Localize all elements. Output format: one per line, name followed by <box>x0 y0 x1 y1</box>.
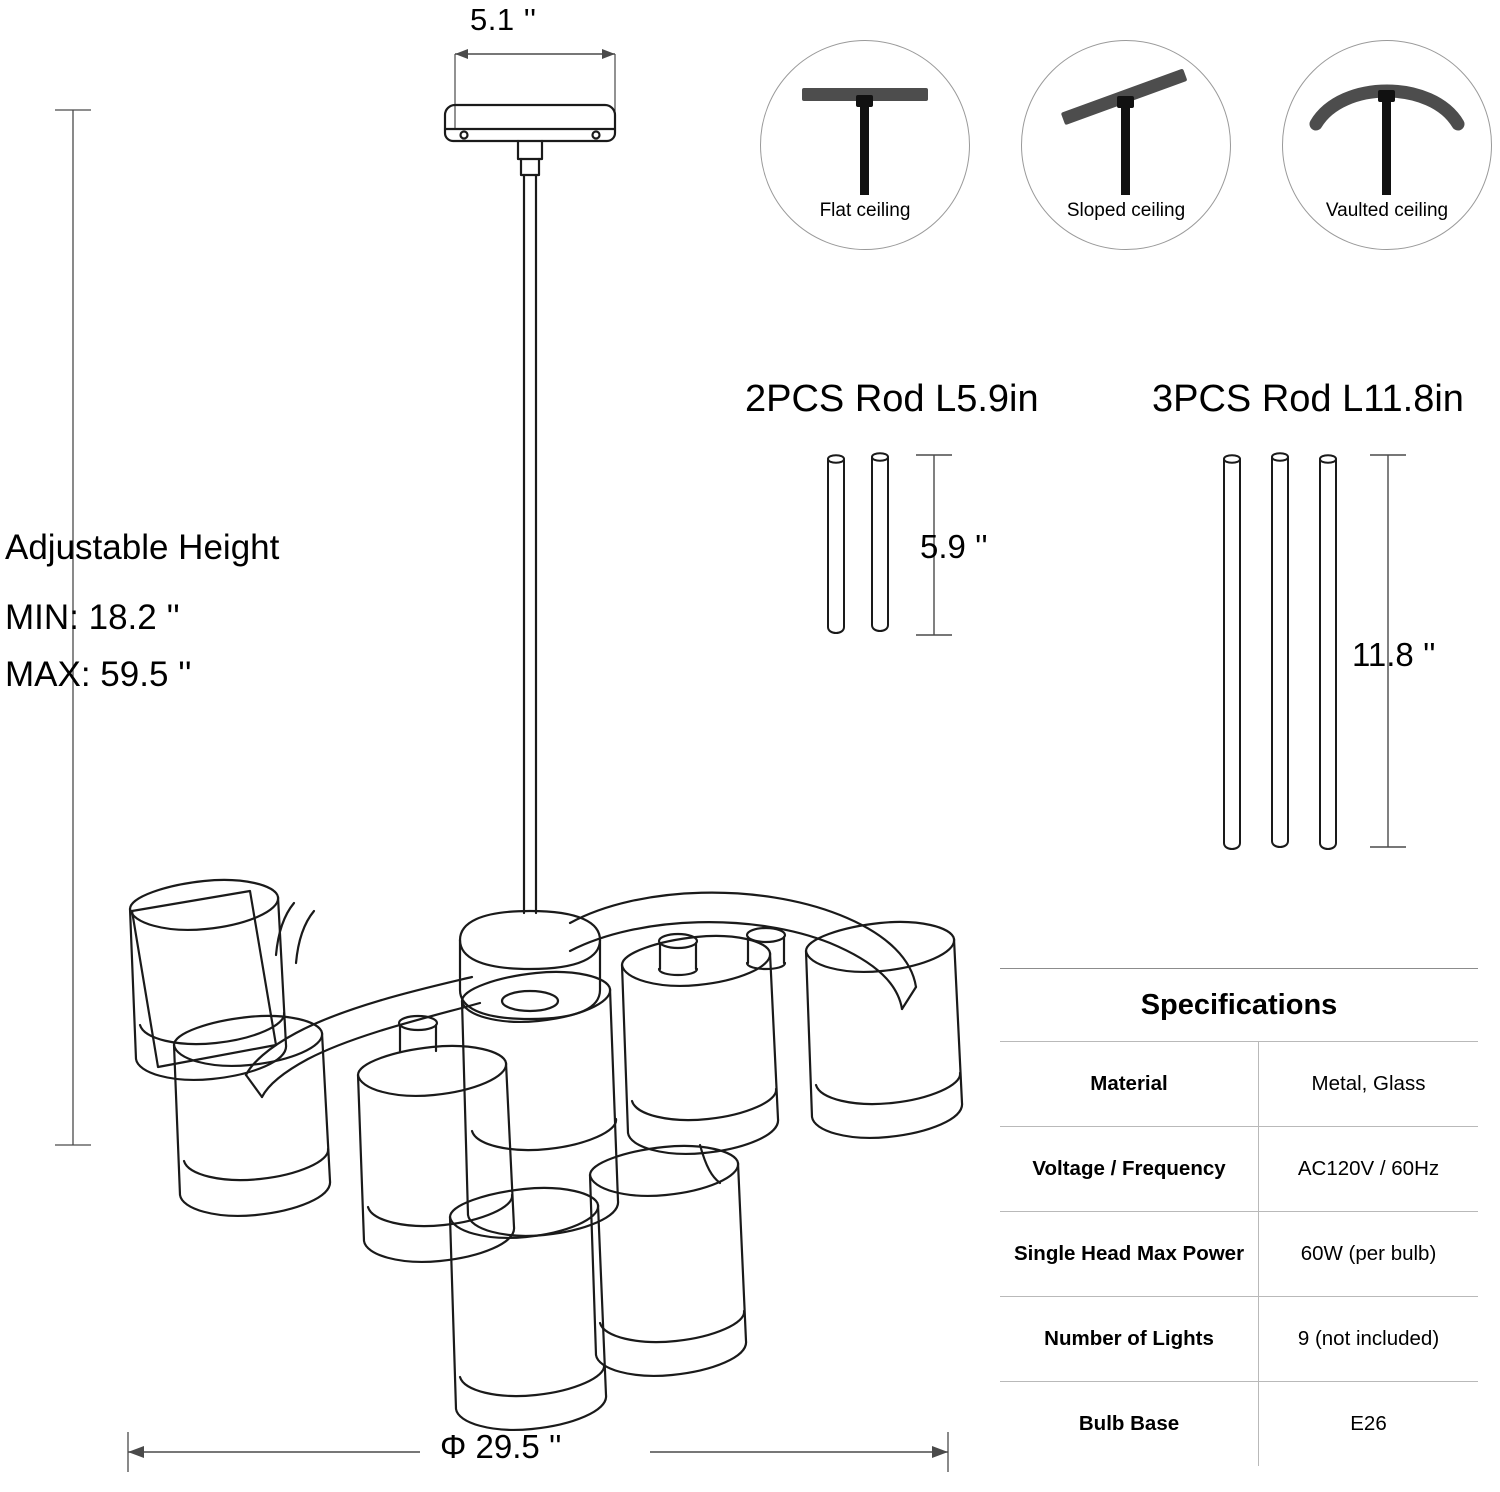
rod-group-1-measure: 5.9 '' <box>920 528 988 565</box>
rod-group-2-measure: 11.8 '' <box>1352 636 1436 673</box>
adjustable-height-min: MIN: 18.2 '' <box>5 598 180 637</box>
spec-key-power: Single Head Max Power <box>1000 1212 1259 1297</box>
specifications-title: Specifications <box>1000 969 1478 1042</box>
spec-key-lights: Number of Lights <box>1000 1297 1259 1382</box>
ceiling-option-sloped <box>1021 40 1231 250</box>
adjustable-height-max: MAX: 59.5 '' <box>5 655 192 694</box>
spec-value-lights: 9 (not included) <box>1259 1297 1479 1382</box>
table-row-title <box>1000 969 1478 1042</box>
table-row <box>1000 1042 1478 1127</box>
spec-key-bulb-base: Bulb Base <box>1000 1382 1259 1467</box>
spec-value-power: 60W (per bulb) <box>1259 1212 1479 1297</box>
spec-value-material: Metal, Glass <box>1259 1042 1479 1127</box>
spec-key-material: Material <box>1000 1042 1259 1127</box>
table-row <box>1000 1212 1478 1297</box>
adjustable-height-title: Adjustable Height <box>5 528 280 567</box>
spec-value-voltage: AC120V / 60Hz <box>1259 1127 1479 1212</box>
diameter-label: Φ 29.5 '' <box>440 1428 562 1465</box>
table-row <box>1000 1127 1478 1212</box>
table-row <box>1000 1297 1478 1382</box>
flat-ceiling-label: Flat ceiling <box>819 200 911 221</box>
table-row <box>1000 1382 1478 1467</box>
specifications-table <box>1000 968 1478 1466</box>
sloped-ceiling-label: Sloped ceiling <box>1066 200 1186 221</box>
ceiling-option-vaulted <box>1282 40 1492 250</box>
rod-group-2-title: 3PCS Rod L11.8in <box>1152 378 1464 420</box>
ceiling-option-flat <box>760 40 970 250</box>
spec-value-bulb-base: E26 <box>1259 1382 1479 1467</box>
rod-group-1-title: 2PCS Rod L5.9in <box>745 378 1039 420</box>
chandelier-illustration <box>100 85 1000 1415</box>
canopy-width-label: 5.1 '' <box>470 2 537 37</box>
vaulted-ceiling-label: Vaulted ceiling <box>1325 200 1449 221</box>
spec-key-voltage: Voltage / Frequency <box>1000 1127 1259 1212</box>
